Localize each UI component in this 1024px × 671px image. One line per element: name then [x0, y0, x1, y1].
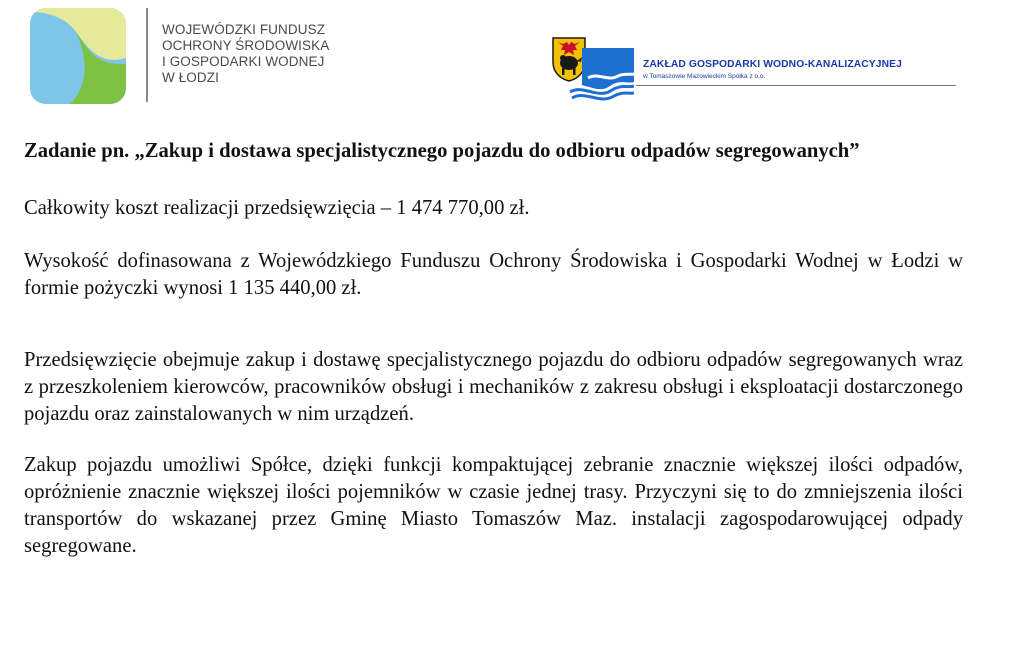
scope-paragraph: Przedsięwzięcie obejmuje zakup i dostawę specjalistycznego pojazdu do odbioru odpadów segregowanych wraz z przeszkoleniem kierowców, pracowników obsługi i mechaników z zakresu obsługi i eksploatacji dostarczonego pojazdu oraz zainstalowanych w nim urządzeń.	[24, 349, 963, 425]
zgwk-company-location: w Tomaszowie Mazowieckim Spółka z o.o.	[643, 73, 766, 80]
wfos-name-line: I GOSPODARKI WODNEJ	[162, 54, 325, 69]
wfos-name-line: WOJEWÓDZKI FUNDUSZ	[162, 22, 326, 37]
funding-paragraph: Wysokość dofinasowana z Wojewódzkiego Funduszu Ochrony Środowiska i Gospodarki Wodnej w Łodzi w formie pożyczki wynosi 1 135 440,00 zł.	[24, 250, 963, 299]
zgwk-company-name: ZAKŁAD GOSPODARKI WODNO-KANALIZACYJNEJ	[643, 59, 902, 70]
wfos-name	[162, 22, 382, 86]
wfos-name-line: OCHRONY ŚRODOWISKA	[162, 38, 330, 53]
wfos-name-line: W ŁODZI	[162, 70, 219, 85]
task-title: Zadanie pn. „Zakup i dostawa specjalistycznego pojazdu do odbioru odpadów segregowanych”	[24, 140, 860, 162]
zgwk-underline	[636, 85, 956, 86]
wfos-logo-icon	[30, 8, 126, 104]
logo-divider	[146, 8, 148, 102]
benefits-paragraph: Zakup pojazdu umożliwi Spółce, dzięki funkcji kompaktującej zebranie znacznie większej ilości odpadów, opróżnienie znacznie większej ilości pojemników w czasie jednej trasy. Przyczyni się to do zmniejszenia ilości transportów do wskazanej przez Gminę Miasto Tomaszów Maz. instalacji zagospodarowującej odpady segregowane.	[24, 454, 963, 557]
page-header	[0, 0, 1024, 115]
total-cost-paragraph: Całkowity koszt realizacji przedsięwzięcia – 1 474 770,00 zł.	[24, 197, 530, 219]
document-body	[24, 138, 963, 560]
water-wave-icon	[568, 48, 634, 106]
